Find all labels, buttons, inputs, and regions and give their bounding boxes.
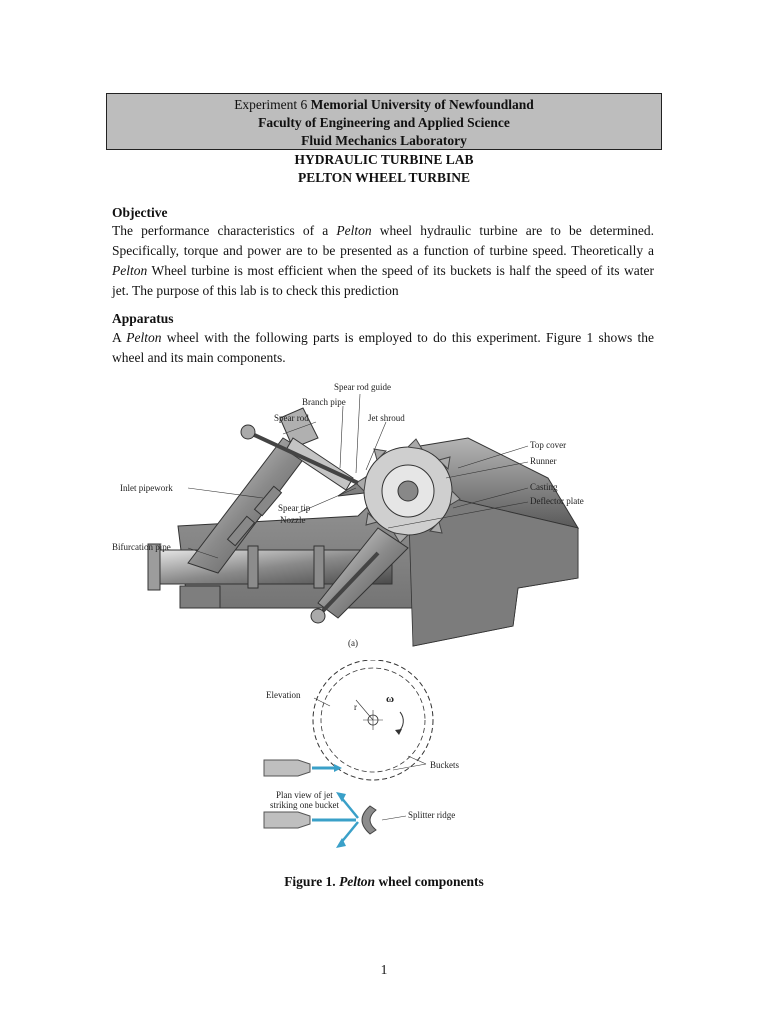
label-inlet-pipework: Inlet pipework xyxy=(120,483,173,493)
header-box xyxy=(106,93,662,150)
label-runner: Runner xyxy=(530,456,557,466)
label-spear-tip: Spear tip xyxy=(278,503,311,513)
faculty-name: Faculty of Engineering and Applied Science xyxy=(258,115,510,130)
experiment-label: Experiment 6 xyxy=(234,97,308,112)
page-number: 1 xyxy=(380,962,388,977)
label-nozzle: Nozzle xyxy=(280,515,306,525)
label-spear-rod-guide: Spear rod guide xyxy=(334,382,391,392)
label-casting: Casting xyxy=(530,482,558,492)
bucket-splitter xyxy=(362,806,376,834)
label-deflector-plate: Deflector plate xyxy=(530,496,584,506)
label-branch-pipe: Branch pipe xyxy=(302,397,346,407)
pelton-assembly-figure xyxy=(108,378,588,650)
objective-paragraph: The performance characteristics of a Pelton wheel hydraulic turbine are to be determined. Specifically, torque and power are to be presented as a function of turbine speed. Theoretically a Pelton Wheel turbine is most efficient when the speed of its buckets is half the speed of its water jet. The purpose of this lab is to check this prediction xyxy=(112,223,654,298)
label-splitter-ridge: Splitter ridge xyxy=(408,810,456,820)
label-buckets: Buckets xyxy=(430,760,459,770)
label-jet-shroud: Jet shroud xyxy=(368,413,405,423)
nozzle-top xyxy=(264,760,310,776)
title-line-2: PELTON WHEEL TURBINE xyxy=(297,170,471,185)
label-sub-a: (a) xyxy=(348,638,358,648)
objective-heading: Objective xyxy=(112,205,168,220)
label-plan-view-1: Plan view of jet xyxy=(276,790,333,800)
apparatus-paragraph: A Pelton wheel with the following parts is employed to do this experiment. Figure 1 shows the wheel and its main components. xyxy=(112,330,654,365)
label-top-cover: Top cover xyxy=(530,440,567,450)
nozzle-plan xyxy=(264,812,310,828)
label-r: r xyxy=(354,702,357,712)
apparatus-heading: Apparatus xyxy=(112,311,174,326)
lab-name: Fluid Mechanics Laboratory xyxy=(301,133,467,148)
label-omega: ω xyxy=(386,693,395,705)
label-elevation: Elevation xyxy=(266,690,301,700)
title-line-1: HYDRAULIC TURBINE LAB xyxy=(294,152,474,167)
label-bifurcation-pipe: Bifurcation pipe xyxy=(112,542,171,552)
header-line-1 xyxy=(107,96,661,114)
label-plan-view-2: striking one bucket xyxy=(270,800,339,810)
figure-caption: Figure 1. Pelton wheel components xyxy=(284,874,484,889)
document-title xyxy=(0,151,768,187)
university-name: Memorial University of Newfoundland xyxy=(310,97,534,112)
jet-bucket-figure xyxy=(258,660,498,858)
label-spear-rod: Spear rod xyxy=(274,413,309,423)
